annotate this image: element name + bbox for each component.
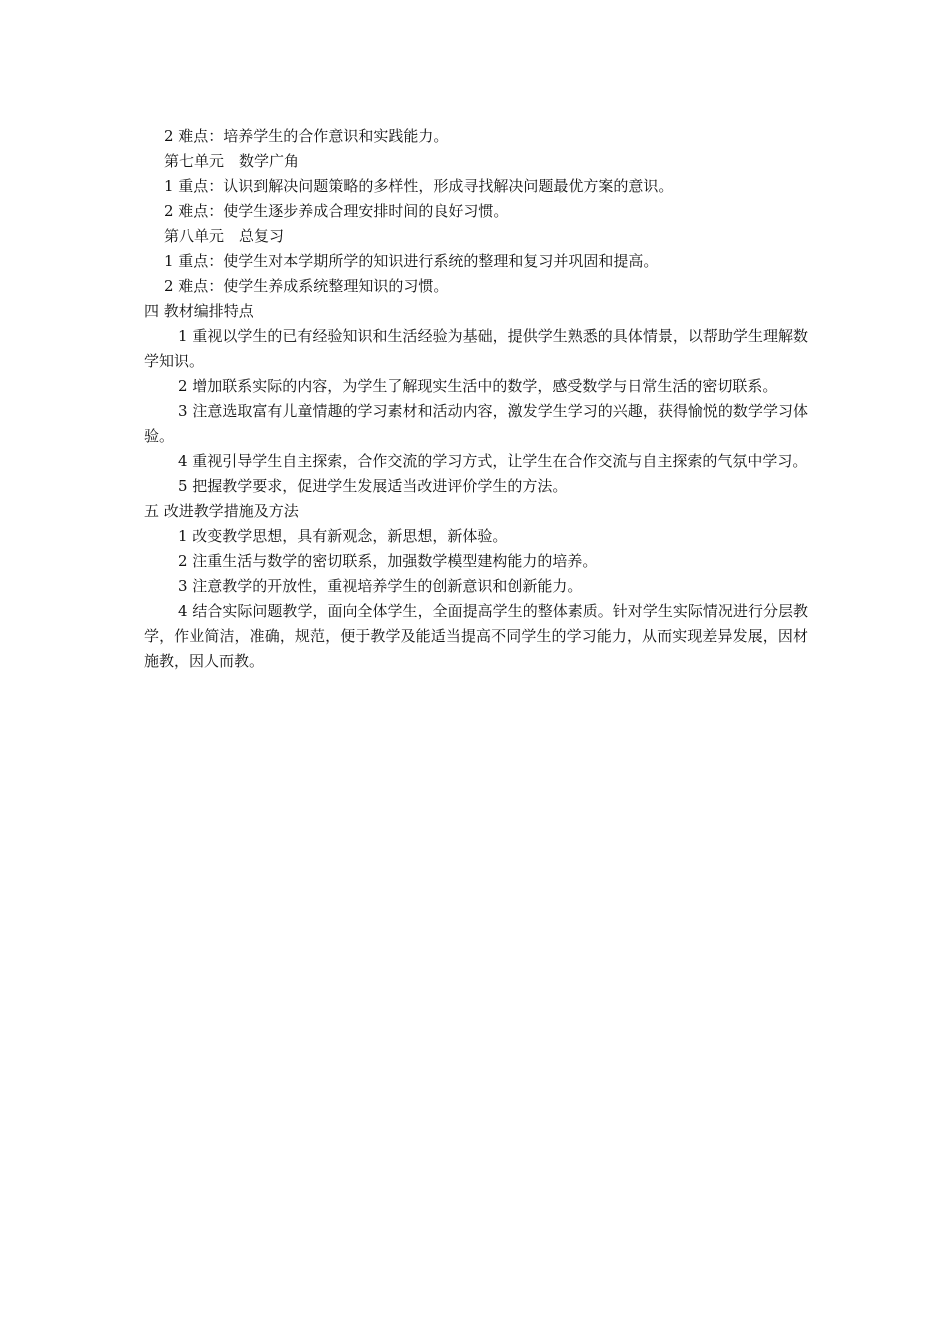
section-five-paragraph: 1 改变教学思想，具有新观念，新思想，新体验。 (178, 527, 508, 545)
section-four-paragraph: 5 把握教学要求，促进学生发展适当改进评价学生的方法。 (178, 477, 568, 495)
section-four-heading: 四 教材编排特点 (144, 302, 254, 320)
key-point-line: 1 重点：认识到解决问题策略的多样性，形成寻找解决问题最优方案的意识。 (164, 177, 674, 195)
section-four-paragraph: 3 注意选取富有儿童情趣的学习素材和活动内容，激发学生学习的兴趣，获得愉悦的数学学习体验。 (144, 402, 808, 445)
section-four-paragraph: 2 增加联系实际的内容，为学生了解现实生活中的数学，感受数学与日常生活的密切联系。 (178, 377, 778, 395)
unit-seven-heading: 第七单元 数学广角 (164, 152, 300, 170)
section-five-paragraph: 2 注重生活与数学的密切联系，加强数学模型建构能力的培养。 (178, 552, 598, 570)
difficulty-line: 2 难点：使学生逐步养成合理安排时间的良好习惯。 (164, 202, 509, 220)
difficulty-line: 2 难点：培养学生的合作意识和实践能力。 (164, 127, 449, 145)
document-page (144, 124, 808, 674)
key-point-line: 1 重点：使学生对本学期所学的知识进行系统的整理和复习并巩固和提高。 (164, 252, 659, 270)
section-five-paragraph: 3 注意教学的开放性，重视培养学生的创新意识和创新能力。 (178, 577, 583, 595)
section-four-paragraph: 1 重视以学生的已有经验知识和生活经验为基础，提供学生熟悉的具体情景，以帮助学生理解数学知识。 (144, 327, 808, 370)
section-four-paragraph: 4 重视引导学生自主探索，合作交流的学习方式，让学生在合作交流与自主探索的气氛中学习。 (178, 452, 808, 470)
unit-eight-heading: 第八单元 总复习 (164, 227, 285, 245)
section-five-paragraph: 4 结合实际问题教学，面向全体学生，全面提高学生的整体素质。针对学生实际情况进行分层教学，作业简洁，准确，规范，便于教学及能适当提高不同学生的学习能力，从而实现差异发展，因材施教，因人而教。 (144, 602, 808, 670)
section-five-heading: 五 改进教学措施及方法 (144, 502, 299, 520)
difficulty-line: 2 难点：使学生养成系统整理知识的习惯。 (164, 277, 449, 295)
